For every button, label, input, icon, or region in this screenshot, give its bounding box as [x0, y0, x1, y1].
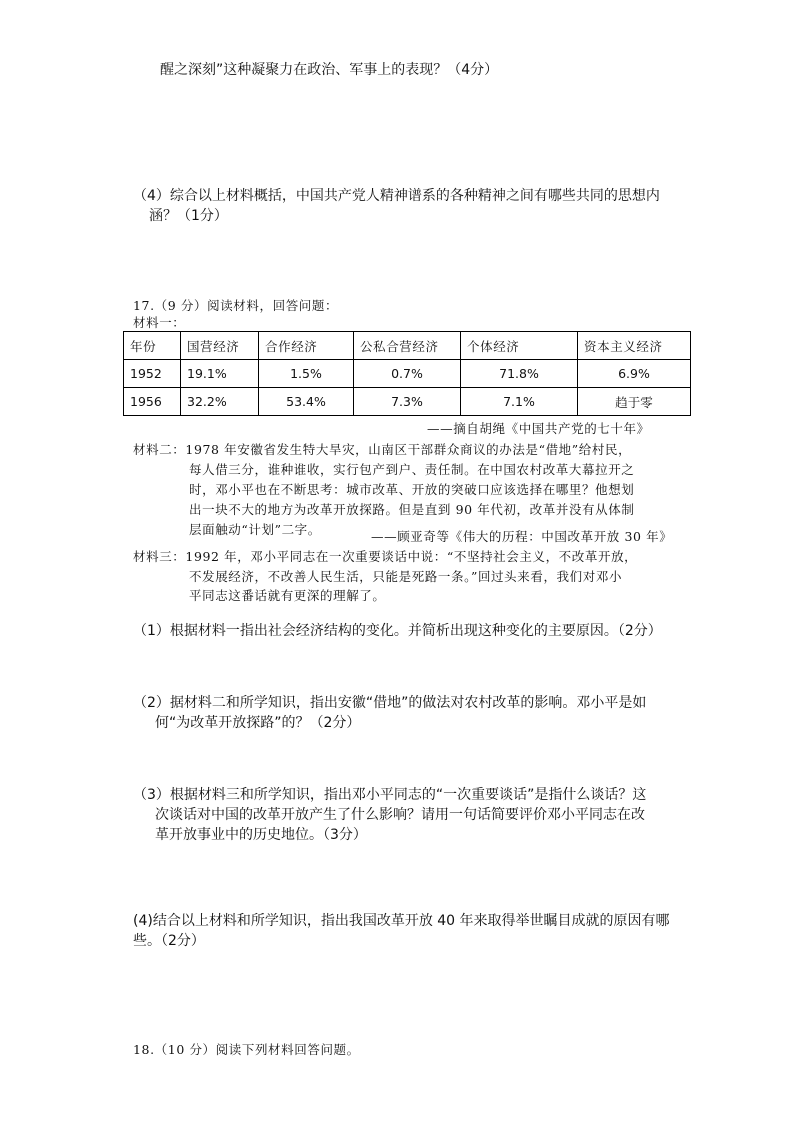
question-16-3-tail: 醒之深刻”这种凝聚力在政治、军事上的表现？（4分）	[160, 62, 499, 78]
economic-structure-table	[123, 331, 691, 416]
table-header-cell: 资本主义经济	[578, 332, 691, 360]
question-17-4-line2: 些。（2分）	[133, 933, 205, 949]
table-cell: 32.2%	[181, 388, 259, 416]
question-16-4-line1: （4）综合以上材料概括，中国共产党人精神谱系的各种精神之间有哪些共同的思想内	[133, 188, 660, 204]
material-3-line: 平同志这番话就有更深的理解了。	[189, 588, 386, 603]
material-2-line: 材料二：1978 年安徽省发生特大旱灾，山南区干部群众商议的办法是“借地”给村民，	[133, 442, 632, 457]
table-header-cell: 公私合营经济	[354, 332, 461, 360]
question-17-4-line1: (4)结合以上材料和所学知识，指出我国改革开放 40 年来取得举世瞩目成就的原因有哪	[133, 913, 670, 929]
table-cell: 1.5%	[259, 360, 354, 388]
table-cell: 7.3%	[354, 388, 461, 416]
table-header-cell: 年份	[124, 332, 181, 360]
table-cell: 53.4%	[259, 388, 354, 416]
material-1-label: 材料一：	[133, 315, 186, 330]
table-cell: 6.9%	[578, 360, 691, 388]
question-16-4-line2: 涵？（1分）	[149, 208, 228, 224]
table-header-row	[124, 332, 691, 360]
material-2-line: 每人借三分，谁种谁收，实行包产到户、责任制。在中国农村改革大幕拉开之	[189, 462, 635, 477]
question-17-2-line1: （2）据材料二和所学知识，指出安徽“借地”的做法对农村改革的影响。邓小平是如	[133, 695, 647, 711]
table-row	[124, 360, 691, 388]
material-2-line: 出一块不大的地方为改革开放探路。但是直到 90 年代初，改革并没有从体制	[189, 502, 635, 517]
question-17-3-line1: （3）根据材料三和所学知识，指出邓小平同志的“一次重要谈话”是指什么谈话？这	[133, 787, 647, 803]
material-2-line: 时，邓小平也在不断思考：城市改革、开放的突破口应该选择在哪里？他想划	[189, 482, 635, 497]
question-17-1: （1）根据材料一指出社会经济结构的变化。并简析出现这种变化的主要原因。（2分）	[133, 623, 662, 639]
table-cell: 7.1%	[461, 388, 578, 416]
material-3-line: 不发展经济，不改善人民生活，只能是死路一条。”回过头来看，我们对邓小	[189, 569, 623, 584]
table-header-cell: 国营经济	[181, 332, 259, 360]
question-17-header: 17.（9 分）阅读材料，回答问题：	[133, 298, 339, 313]
material-3-line: 材料三：1992 年，邓小平同志在一次重要谈话中说：“不坚持社会主义，不改革开放，	[133, 549, 638, 564]
question-17-3-line3: 革开放事业中的历史地位。（3分）	[155, 827, 367, 843]
table-cell: 趋于零	[578, 388, 691, 416]
table-cell: 1956	[124, 388, 181, 416]
table-header-cell: 个体经济	[461, 332, 578, 360]
table-cell: 19.1%	[181, 360, 259, 388]
table-header-cell: 合作经济	[259, 332, 354, 360]
material-2-source: ——顾亚奇等《伟大的历程：中国改革开放 30 年》	[371, 529, 673, 544]
material-1-source: ——摘自胡绳《中国共产党的七十年》	[427, 421, 650, 436]
table-cell: 1952	[124, 360, 181, 388]
question-17-3-line2: 次谈话对中国的改革开放产生了什么影响？请用一句话简要评价邓小平同志在改	[155, 807, 645, 823]
question-18-header: 18.（10 分）阅读下列材料回答问题。	[133, 1042, 360, 1057]
table-cell: 71.8%	[461, 360, 578, 388]
table-row	[124, 388, 691, 416]
question-17-2-line2: 何“为改革开放探路”的？（2分）	[155, 715, 361, 731]
material-2-line: 层面触动“计划”二字。	[189, 522, 321, 537]
table-cell: 0.7%	[354, 360, 461, 388]
